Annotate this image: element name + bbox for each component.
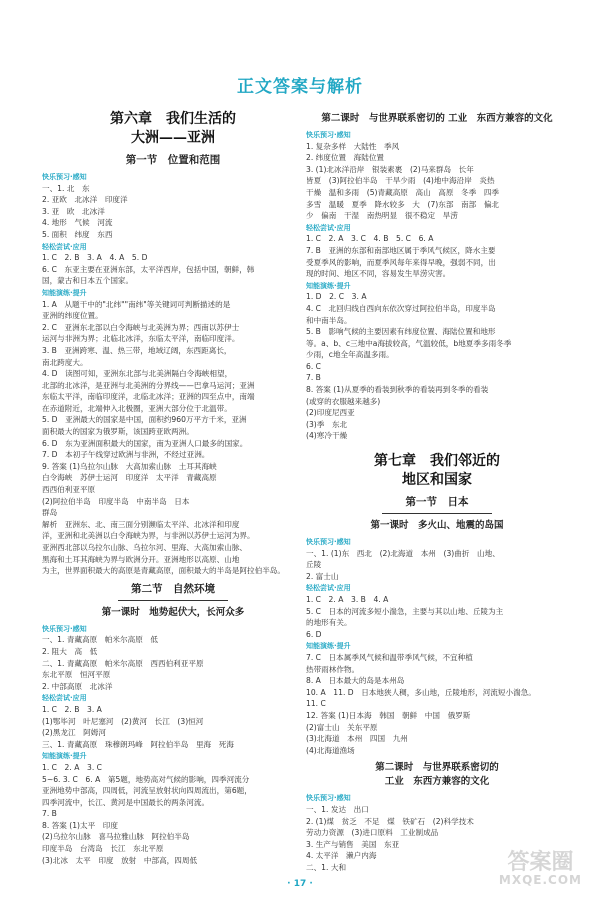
section-title: 第一节 位置和范围 [125, 154, 221, 166]
answer-line: 解析 亚洲东、北、南三面分别濒临太平洋、北冰洋和印度 [42, 519, 240, 529]
tag-try: 轻松尝试·应用 [42, 694, 87, 703]
answer-line: 6. C 东亚主要在亚洲东部，太平洋西岸，包括中国，朝鲜，韩 [42, 264, 255, 274]
answer-line: 8. 答案 (1)从夏季的看装到秋季的看装再到冬季的看装 [306, 385, 489, 395]
answer-line: 西西伯利亚平原 [42, 485, 96, 495]
answer-line: 受夏季风的影响，而夏季风每年来得早晚，强弱不同，出 [306, 257, 496, 267]
answer-line: 一、1. 发达 出口 [306, 804, 369, 814]
right-column [306, 98, 568, 873]
answer-line: 1. C 2. B 3. A 4. A 5. D [42, 253, 148, 263]
answer-line: 1. A 从题干中的"北纬""南纬"等关键词可判断描述的是 [42, 299, 231, 309]
answer-line: 亚洲西北部以乌拉尔山脉、乌拉尔河、里海、大高加索山脉、 [42, 543, 248, 552]
answer-line: 黑海和土耳其海峡为界与欧洲分开。亚洲地形以高原、山地 [42, 554, 240, 564]
answer-line: 7. D 本初子午线穿过欧洲与非洲，不经过亚洲。 [42, 450, 210, 460]
answer-line: 11. C [306, 699, 326, 709]
answer-line: (2)阿拉伯半岛 印度半岛 中南半岛 日本 [42, 496, 190, 506]
page-title: 正文答案与解析 [237, 77, 363, 97]
chapter-six-title: 第六章 我们生活的 大洲——亚洲 [110, 111, 236, 146]
tag-try: 轻松尝试·应用 [306, 584, 351, 593]
lesson-title: 第一课时 地势起伏大，长河众多 [101, 606, 245, 618]
answer-line: 运河与非洲为界；北临北冰洋，东临太平洋，南临印度洋。 [42, 334, 240, 344]
answer-line: 一、1. 北 东 [42, 183, 90, 193]
answer-block [306, 233, 568, 279]
answer-line: (2)乌拉尔山脉 喜马拉雅山脉 阿拉伯半岛 [42, 832, 190, 842]
answer-block [306, 384, 568, 442]
answer-line: 4. D 读图可知，亚洲东北部与北美洲隔白令海峡相望， [42, 369, 233, 379]
answer-line: 5. D 亚洲最大的国家是中国，面积约960万平方千米，亚洲 [42, 415, 247, 425]
tag-practice: 知能演练·提升 [306, 281, 351, 290]
divider [382, 513, 492, 514]
answer-line: 1. C 2. A 3. C 4. B 5. C 6. A [306, 234, 434, 244]
answer-block [42, 762, 304, 866]
answer-line: 2. 中部高原 北冰洋 [42, 681, 113, 691]
tag-practice: 知能演练·提升 [42, 288, 87, 297]
answer-line: 2. 纬度位置 海陆位置 [306, 153, 385, 163]
answer-line: (4)寒冷干燥 [306, 431, 348, 441]
tag-preview: 快乐预习·感知 [42, 173, 87, 181]
answer-line: 四季河流中，长江、黄河是中国最长的两条河流。 [42, 797, 210, 807]
tag-preview: 快乐预习·感知 [306, 538, 351, 547]
answer-line: 一、1. (1)东 西北 (2)北海道 本州 (3)曲折 山地、 [306, 548, 500, 558]
page-number: · 17 · [287, 879, 313, 889]
answer-line: 5. C 日本的河流多短小湍急，主要与其以山地、丘陵为主 [306, 606, 504, 616]
left-column [42, 98, 304, 866]
answer-line: 2. (1)煤 贫乏 不足 煤 铁矿石 (2)科学技术 [306, 816, 474, 826]
answer-line: 一、1. 青藏高原 帕米尔高原 低 [42, 635, 158, 645]
answer-line: 多雪 温暖 夏季 降水较多 大 (7)东部 南部 偏北 [306, 199, 500, 209]
answer-line: 7. C 日本属季风气候和温带季风气候，不宜种植 [306, 652, 473, 662]
answer-block [306, 291, 568, 384]
answer-line: 2. 富士山 [306, 571, 339, 581]
tag-try: 轻松尝试·应用 [42, 242, 87, 251]
answer-line: 5. 面积 纬度 东西 [42, 229, 113, 239]
answer-line: 南北跨度大。 [42, 357, 88, 367]
analysis-block [42, 519, 304, 577]
answer-line: 劳动力资源 (3)进口原料 工业制成品 [306, 828, 439, 838]
answer-line: 北部的北冰洋，是亚洲与北美洲的分界线——巴拿马运河；亚洲 [42, 380, 255, 390]
answer-line: 9. 答案 (1)乌拉尔山脉 大高加索山脉 土耳其海峡 [42, 461, 217, 471]
answer-block [42, 634, 304, 692]
answer-line: 干燥 温和多雨 (5)青藏高原 高山 高原 冬季 四季 [306, 187, 500, 197]
answer-line: (3)北海道 本州 四国 九州 [306, 734, 408, 744]
answer-line: 1. D 2. C 3. A [306, 292, 367, 302]
answer-line: 10. A 11. D 日本地狭人稠，多山地，丘陵地形，河流短小湍急。 [306, 687, 536, 697]
answer-block [42, 252, 304, 287]
answer-line: 东北平原 恒河平原 [42, 670, 111, 680]
answer-line: 3. B 亚洲跨寒、温、热三带，地域辽阔，东西距离长， [42, 345, 232, 355]
watermark-logo: 答案圈 MXQE.COM [498, 850, 582, 887]
answer-line: 群岛 [42, 508, 58, 518]
answer-line: 2. C 亚洲东北部以白令海峡与北美洲为界；西南以苏伊士 [42, 322, 240, 332]
answer-line: 6. D 东为亚洲面积最大的国家，南为亚洲人口最多的国家。 [42, 438, 248, 448]
answer-line: (3)季 东北 [306, 419, 348, 429]
answer-line: 8. A 日本最大的岛是本州岛 [306, 676, 405, 686]
answer-line: 热带雨林作物。 [306, 664, 360, 674]
tag-practice: 知能演练·提升 [306, 642, 351, 651]
answer-line: 2. 亚欧 北冰洋 印度洋 [42, 195, 128, 205]
lesson-title: 第二课时 与世界联系密切的 工业 东西方兼容的文化 [375, 762, 499, 788]
answer-block [306, 141, 568, 222]
tag-practice: 知能演练·提升 [42, 752, 87, 761]
answer-block [306, 652, 568, 756]
answer-line: 为主，世界面积最大的高原是青藏高原，面积最大的半岛是阿拉伯半岛。 [42, 566, 285, 576]
answer-line: 东临太平洋，南临印度洋，北临北冰洋；亚洲的四至点中，南端 [42, 392, 255, 402]
answer-line: (2)印度尼西亚 [306, 408, 355, 418]
answer-line: 二、1. 大和 [306, 862, 347, 872]
answer-line: 亚洲的纬度位置。 [42, 311, 103, 321]
answer-line: 12. 答案 (1)日本海 韩国 朝鲜 中国 俄罗斯 [306, 710, 471, 720]
answer-line: 白令海峡 苏伊士运河 印度洋 太平洋 青藏高原 [42, 473, 217, 483]
chapter-seven-title: 第七章 我们邻近的 地区和国家 [374, 453, 500, 489]
answer-line: 少雨，c地全年高温多雨。 [306, 350, 394, 360]
answer-line: (4)北海道渔场 [306, 745, 355, 755]
answer-line: 面积最大的国家为俄罗斯，该国跨亚欧两洲。 [42, 427, 194, 437]
answer-block [42, 704, 304, 750]
answer-line: 4. 太平洋 濑户内海 [306, 851, 377, 861]
answer-line: 4. 地形 气候 河流 [42, 218, 113, 228]
tag-preview: 快乐预习·感知 [42, 624, 87, 633]
answer-line: 2. 阻大 高 低 [42, 646, 98, 656]
answer-block [306, 548, 568, 583]
answer-line: 3. 亚 欧 北冰洋 [42, 206, 105, 216]
answer-line: 7. B [42, 809, 57, 819]
answer-line: 3. 生产与销售 美国 东亚 [306, 839, 400, 849]
divider [118, 600, 228, 601]
answer-line: 亚洲地势中部高，四周低，河流呈放射状向四周流出，第6题， [42, 786, 252, 796]
answer-line: 印度半岛 台湾岛 长江 东北平原 [42, 844, 164, 854]
answer-line: 8. 答案 (1)太平 印度 [42, 820, 118, 830]
answer-line: 和中南半岛。 [306, 315, 352, 325]
answer-line: 1. C 2. B 3. A [42, 704, 102, 714]
answer-line: 的地形有关。 [306, 618, 352, 628]
answer-line: 三、1. 青藏高原 珠穆朗玛峰 阿拉伯半岛 里海 死海 [42, 739, 234, 749]
answer-line: 1. 复杂多样 大陆性 季风 [306, 141, 400, 151]
answer-line: 5~6. 3. C 6. A 第5题，地势高对气候的影响，四季河流分 [42, 774, 250, 784]
answer-line: (1)鄂毕河 叶尼塞河 (2)黄河 长江 (3)恒河 [42, 716, 204, 726]
answer-line: (2)富士山 关东平原 [306, 722, 378, 732]
answer-line: 等。a、b、c三地中a海拔较高，气温较低，b地夏季多雨冬季 [306, 338, 512, 348]
answer-line: (或穿的衣服越来越多) [306, 396, 381, 406]
answer-line: 1. C 2. A 3. C [42, 762, 102, 772]
section-title: 第一节 日本 [405, 496, 469, 509]
answer-line: 皆夏 (3)阿拉伯半岛 干旱少雨 (4)地中海沿岸 炎热 [306, 176, 495, 186]
answer-line: 二、1. 青藏高原 帕米尔高原 西西伯利亚平原 [42, 658, 204, 668]
answer-line: 3. (1)北冰洋沿岸 银装素裹 (2)马来群岛 长年 [306, 164, 474, 174]
answer-line: 少 偏南 干湿 南热明显 很不稳定 旱涝 [306, 211, 458, 221]
answer-line: 6. C [306, 361, 321, 371]
answer-line: 7. B [306, 373, 321, 383]
tag-preview: 快乐预习·感知 [306, 794, 351, 803]
answer-line: 国，蒙古和日本五个国家。 [42, 276, 134, 286]
answer-line: 丘陵 [306, 560, 322, 570]
answer-line: 7. B 亚洲的东部和南部地区属于季风气候区，降水主要 [306, 245, 496, 255]
tag-preview: 快乐预习·感知 [306, 131, 351, 139]
answer-block [42, 461, 304, 519]
answer-block [42, 299, 304, 461]
answer-line: 洋，亚洲和北美洲以白令海峡为界，与非洲以苏伊士运河为界。 [42, 531, 255, 541]
answer-line: 6. D [306, 629, 322, 639]
lesson-title: 第一课时 多火山、地震的岛国 [370, 520, 504, 532]
answer-line: 1. C 2. A 3. B 4. A [306, 595, 389, 604]
answer-line: (3)北冰 太平 印度 放射 中部高，四周低 [42, 855, 198, 865]
answer-line: 在赤道附近，北端伸入北极圈，亚洲大部分位于北温带。 [42, 403, 232, 413]
lesson-title: 第二课时 与世界联系密切的 工业 东西方兼容的文化 [321, 113, 553, 124]
answer-line: 5. B 影响气候的主要因素有纬度位置、海陆位置和地形 [306, 327, 496, 337]
tag-try: 轻松尝试·应用 [306, 223, 351, 232]
section-title: 第二节 自然环境 [131, 582, 215, 595]
answer-block [42, 183, 304, 241]
answer-block [306, 594, 568, 640]
answer-line: 现的时间、地区不同，容易发生旱涝灾害。 [306, 269, 451, 279]
answer-line: 4. C 北回归线自西向东依次穿过阿拉伯半岛，印度半岛 [306, 303, 496, 313]
answer-line: (2)黑龙江 阿姆河 [42, 728, 106, 738]
